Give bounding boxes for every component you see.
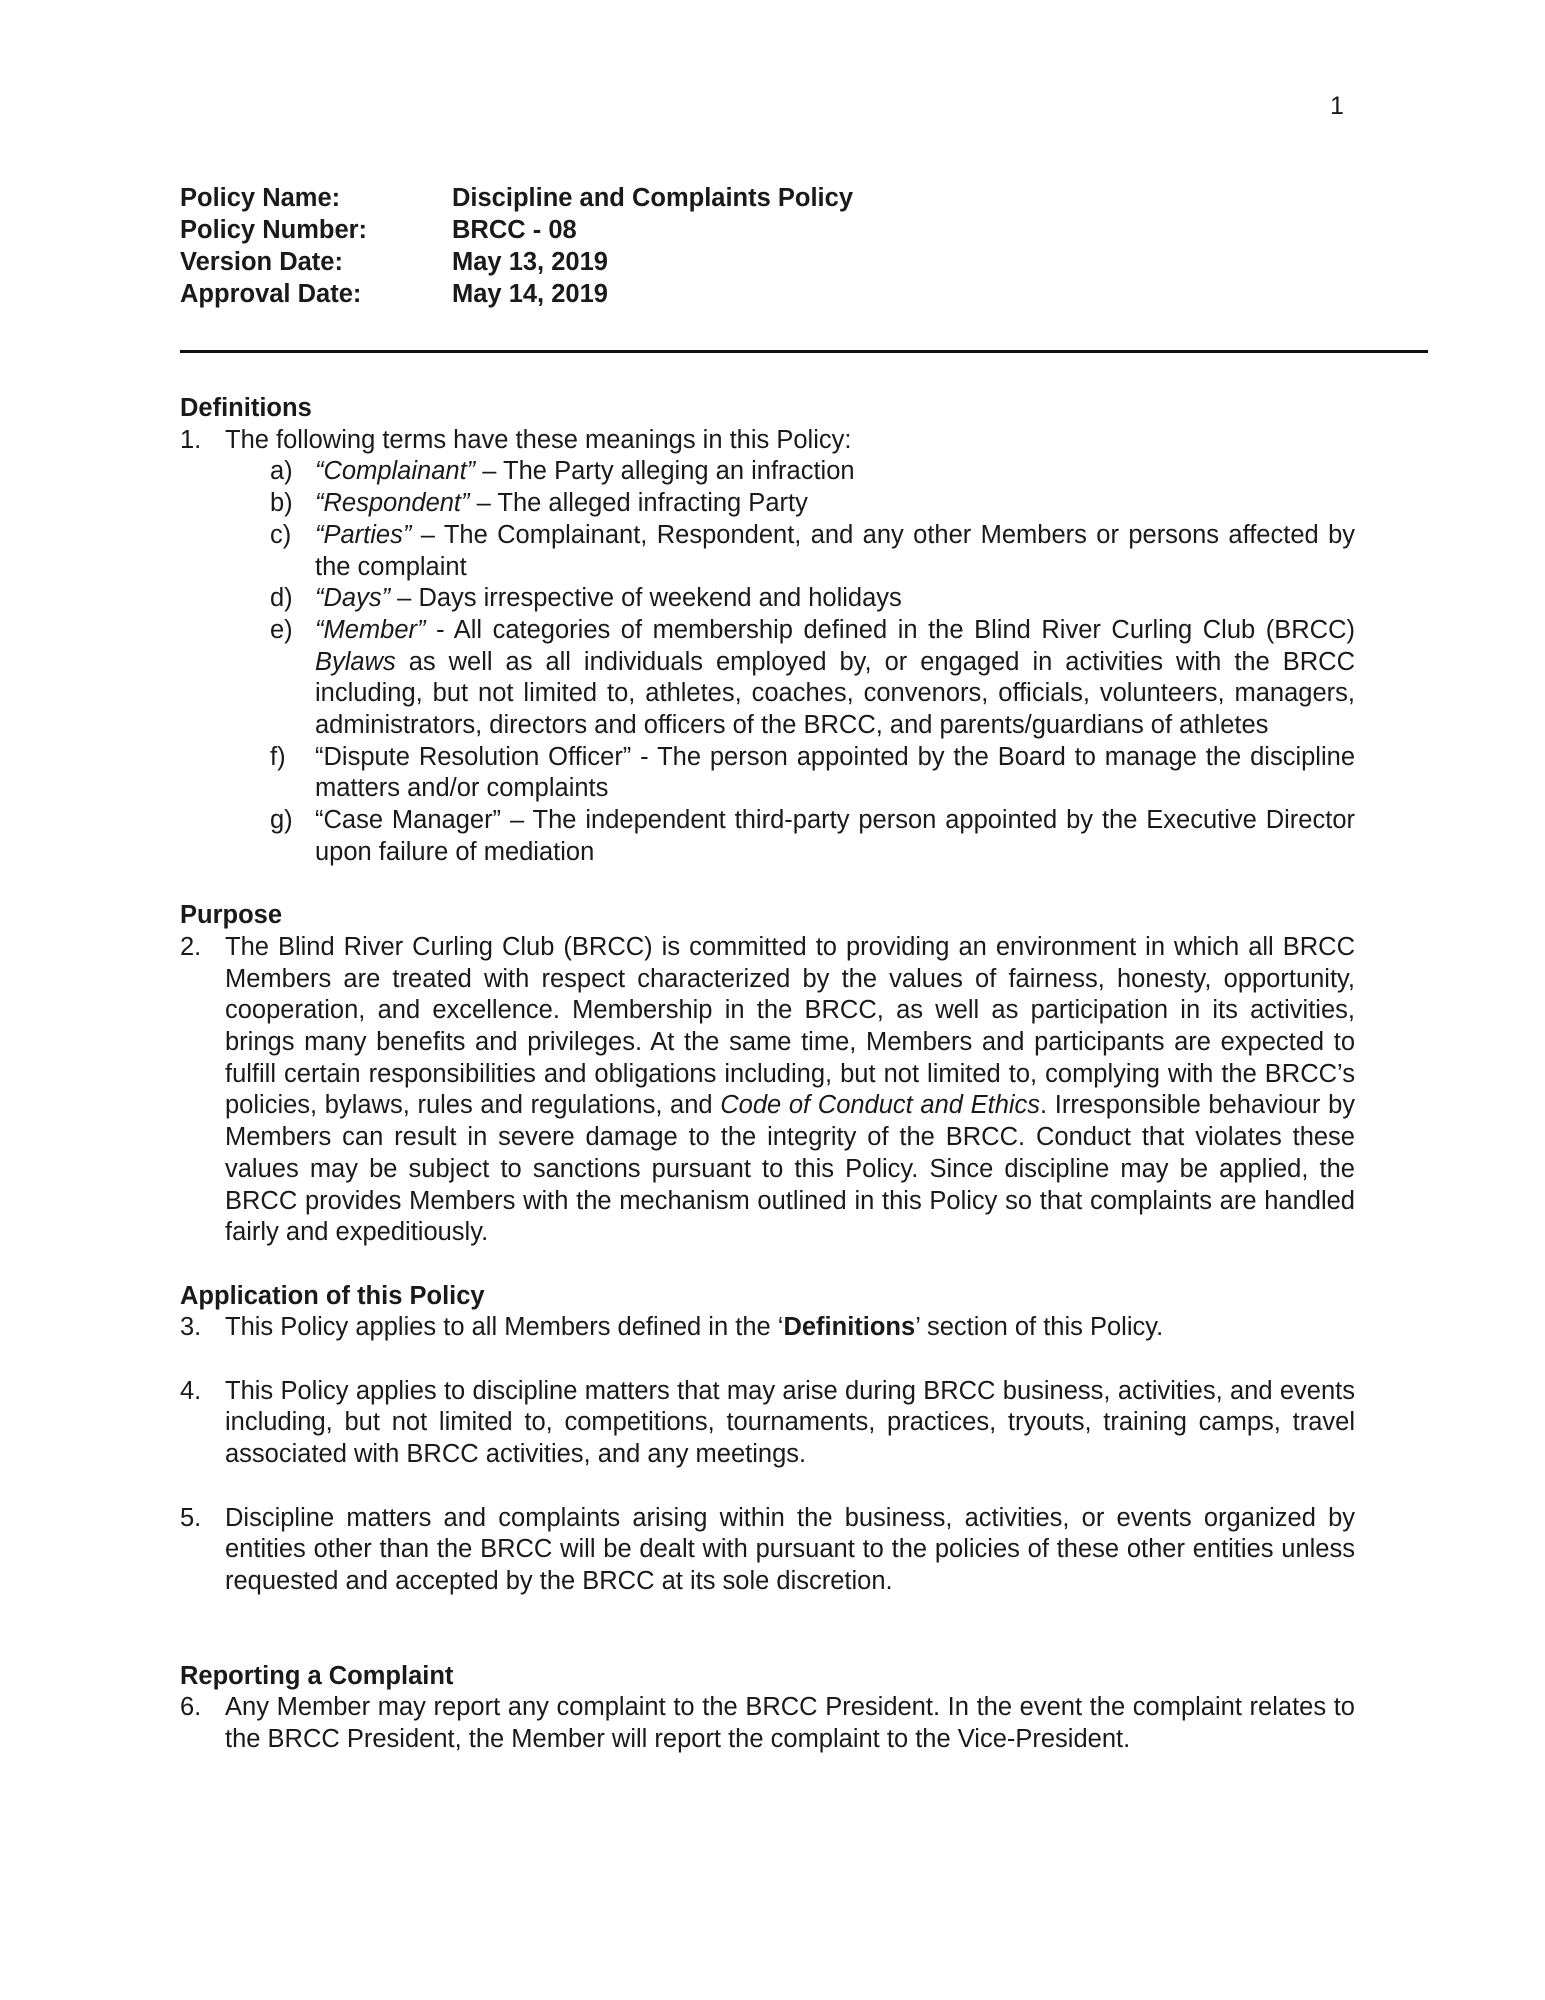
definition-item-a xyxy=(270,456,1355,488)
paragraph-number: 5. xyxy=(180,1503,202,1532)
definition-term: “Complainant” xyxy=(315,457,476,486)
paragraph-text xyxy=(225,932,1355,1249)
spacer xyxy=(180,1598,1355,1661)
paragraph-number: 1. xyxy=(180,425,202,454)
item-letter: f) xyxy=(270,742,286,771)
item-letter: a) xyxy=(270,457,293,486)
spacer xyxy=(180,1249,1355,1281)
meta-value: BRCC - 08 xyxy=(452,216,577,244)
paragraph-text: Any Member may report any complaint to the BRCC President. In the event the complaint relates to the BRCC President, the Member will report the complaint to the Vice-President. xyxy=(225,1693,1355,1754)
meta-row-version-date xyxy=(180,246,853,278)
section-heading-purpose: Purpose xyxy=(180,901,283,930)
code-of-conduct-reference: Code of Conduct and Ethics xyxy=(720,1091,1041,1120)
paragraph-2 xyxy=(180,932,1355,1249)
paragraph-number: 3. xyxy=(180,1313,202,1342)
meta-value: May 13, 2019 xyxy=(452,248,608,276)
item-text xyxy=(315,583,1355,615)
definition-item-e xyxy=(270,615,1355,742)
spacer xyxy=(180,1471,1355,1503)
section-heading-definitions: Definitions xyxy=(180,394,312,422)
definition-term: “Member” xyxy=(315,615,426,644)
policy-meta-block xyxy=(180,182,853,310)
paragraph-text: The following terms have these meanings in this Policy: xyxy=(225,425,852,454)
item-text: “Case Manager” – The independent third-party person appointed by the Executive Director upon failure of mediation xyxy=(315,806,1355,866)
definition-text: – Days irrespective of weekend and holidays xyxy=(390,584,902,613)
spacer xyxy=(180,1344,1355,1376)
definition-term: “Days” xyxy=(315,584,391,613)
meta-row-policy-name xyxy=(180,182,853,214)
definition-item-f xyxy=(270,742,1355,805)
item-text xyxy=(315,488,1355,520)
definition-item-g xyxy=(270,805,1355,868)
item-text xyxy=(315,615,1355,742)
paragraph-text: This Policy applies to discipline matters that may arise during BRCC business, activities, and events including, but not limited to, competitions, tournaments, practices, tryouts, training camps, travel associated with BRCC activities, and any meetings. xyxy=(225,1376,1355,1469)
item-text xyxy=(315,456,1355,488)
definition-term: “Parties” xyxy=(315,520,412,549)
definition-text: - All categories of membership defined in the Blind River Curling Club (BRCC) xyxy=(425,615,1355,644)
meta-value: May 14, 2019 xyxy=(452,280,608,308)
item-letter: g) xyxy=(270,806,293,835)
paragraph-6 xyxy=(180,1692,1355,1755)
item-letter: e) xyxy=(270,615,293,644)
item-letter: b) xyxy=(270,489,293,518)
horizontal-rule xyxy=(180,350,1428,353)
meta-value: Discipline and Complaints Policy xyxy=(452,184,854,212)
paragraph-number: 6. xyxy=(180,1693,202,1722)
document-body xyxy=(180,393,1355,1756)
paragraph-5 xyxy=(180,1503,1355,1598)
paragraph-number: 2. xyxy=(180,932,202,961)
definition-term: “Respondent” xyxy=(315,489,470,518)
item-text: “Dispute Resolution Officer” - The person appointed by the Board to manage the discipline matters and/or complaints xyxy=(315,742,1355,803)
paragraph-text xyxy=(225,1312,1355,1344)
bylaws-reference: Bylaws xyxy=(315,647,396,676)
purpose-text: . Irresponsible behaviour by Members can result in severe damage to the integrity of the BRCC. Conduct that violates these values may be subject to sanctions pursuant to this Policy. Since discipline may be applied, the BRCC provides Members with the mechanism outlined in this Policy so that complaints are handled fairly and expeditiously. xyxy=(225,1091,1356,1247)
item-letter: c) xyxy=(270,520,292,549)
meta-label: Policy Number: xyxy=(180,216,368,244)
paragraph-number: 4. xyxy=(180,1376,202,1405)
meta-label: Version Date: xyxy=(180,248,343,276)
paragraph-text: Discipline matters and complaints arising within the business, activities, or events organized by entities other than the BRCC will be dealt with pursuant to the policies of these other entities unless requested and accepted by the BRCC at its sole discretion. xyxy=(225,1503,1355,1595)
section-heading-reporting: Reporting a Complaint xyxy=(180,1661,454,1690)
definition-item-b xyxy=(270,488,1355,520)
section-heading-application: Application of this Policy xyxy=(180,1281,485,1310)
paragraph-1 xyxy=(180,425,1355,457)
definition-item-c xyxy=(270,520,1355,583)
paragraph-4 xyxy=(180,1376,1355,1471)
page-number: 1 xyxy=(1330,92,1344,120)
paragraph-text-part: ’ section of this Policy. xyxy=(915,1313,1164,1342)
definition-text: – The Party alleging an infraction xyxy=(475,457,855,486)
meta-label: Approval Date: xyxy=(180,280,362,308)
purpose-text: The Blind River Curling Club (BRCC) is committed to providing an environment in which all BRCC Members are treated with respect characterized by the values of fairness, honesty, opportunity, cooperation, and excellence. Membership in the BRCC, as well as participation in its activities, brings many benefits and privileges. At the same time, Members and participants are expected to fulfill certain responsibilities and obligations including, but not limited to, complying with the BRCC’s policies, bylaws, rules and regulations, and xyxy=(225,932,1355,1120)
meta-row-approval-date xyxy=(180,278,853,310)
definition-text: as well as all individuals employed by, or engaged in activities with the BRCC including, but not limited to, athletes, coaches, convenors, officials, volunteers, managers, administrators, directors and officers of the BRCC, and parents/guardians of athletes xyxy=(315,647,1355,740)
definition-text: – The alleged infracting Party xyxy=(469,489,808,518)
meta-row-policy-number xyxy=(180,214,853,246)
definition-item-d xyxy=(270,583,1355,615)
definitions-reference: Definitions xyxy=(783,1313,916,1342)
item-letter: d) xyxy=(270,584,293,613)
paragraph-3 xyxy=(180,1312,1355,1344)
paragraph-text-part: This Policy applies to all Members defined in the ‘ xyxy=(225,1313,784,1342)
spacer xyxy=(180,869,1355,901)
meta-label: Policy Name: xyxy=(180,184,341,212)
item-text xyxy=(315,520,1355,583)
definition-text: – The Complainant, Respondent, and any other Members or persons affected by the complaint xyxy=(315,520,1355,581)
